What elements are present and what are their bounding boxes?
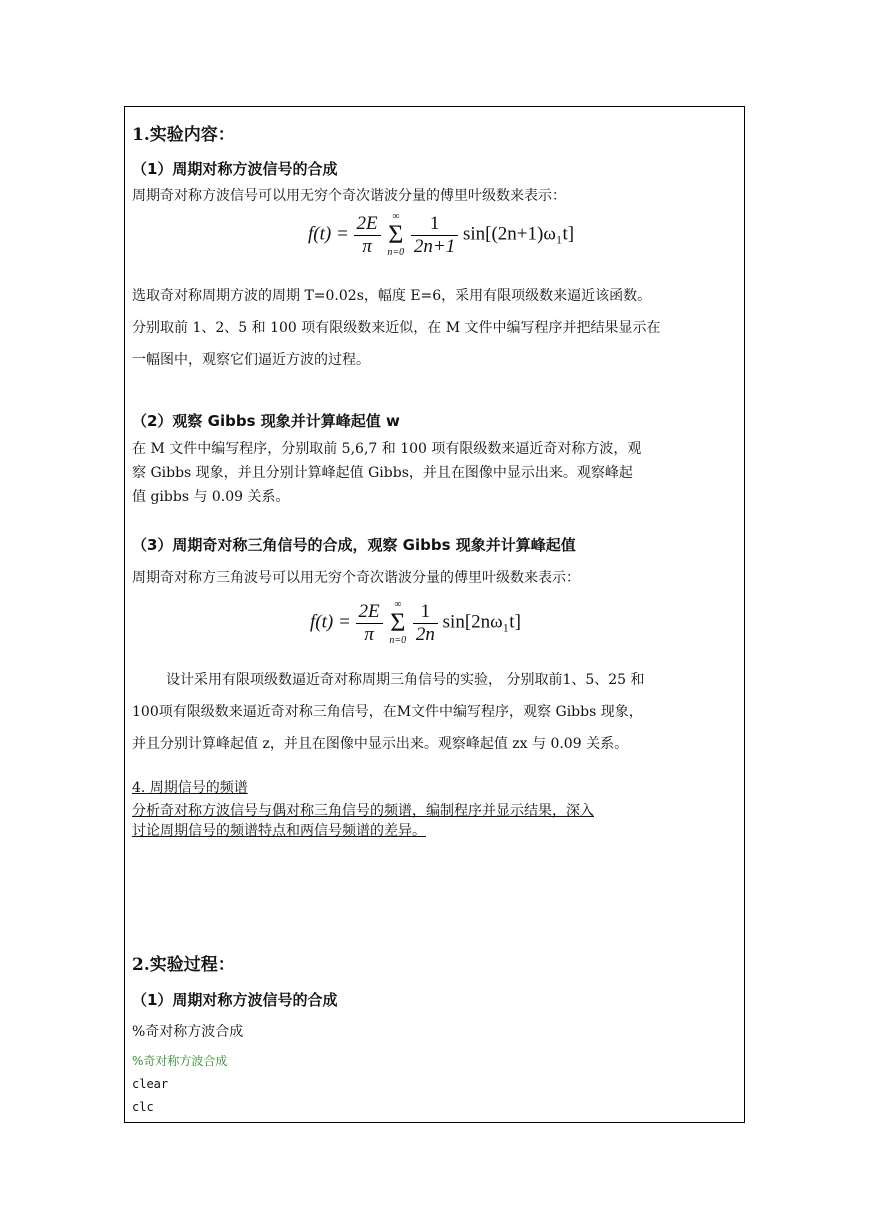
sum-lower: n=0 <box>387 247 405 258</box>
code-line: clear <box>132 1077 169 1091</box>
section-title-2: 2.实验过程： <box>132 955 235 975</box>
frac-num: 1 <box>411 213 458 236</box>
frac-den: 2n <box>415 623 435 645</box>
text-line: 讨论周期信号的频谱特点和两信号频谱的差异。 <box>132 823 426 839</box>
formula-square-wave <box>308 212 574 258</box>
para-square-wave <box>132 280 660 376</box>
intro-triangle: 周期奇对称方三角波号可以用无穷个奇次谐波分量的傅里叶级数来表示： <box>132 570 580 586</box>
coef-den: π <box>362 235 372 257</box>
sum-upper: ∞ <box>392 211 400 222</box>
sum-lower: n=0 <box>389 635 407 646</box>
formula-sum <box>389 600 406 646</box>
text-line: 在 M 文件中编写程序，分别取前 5,6,7 和 100 项有限级数来逼近奇对称方波，观 <box>132 441 642 457</box>
text-line: 值 gibbs 与 0.09 关系。 <box>132 489 290 505</box>
comment-plain: %奇对称方波合成 <box>132 1024 244 1040</box>
text-line: 一幅图中，观察它们逼近方波的过程。 <box>132 352 370 368</box>
formula-coef <box>354 213 381 258</box>
subheading-square-wave: （1）周期对称方波信号的合成 <box>132 160 338 178</box>
text-line: 分析奇对称方波信号与偶对称三角信号的频谱，编制程序并显示结果，深入 <box>132 803 594 819</box>
coef-num: 2E <box>356 601 383 624</box>
subheading-spectrum: 4. 周期信号的频谱 <box>132 780 248 796</box>
para-spectrum <box>132 801 594 841</box>
text-line: 设计采用有限项级数逼近奇对称周期三角信号的实验， 分别取前1、5、25 和 <box>166 672 645 688</box>
text-line: 100项有限级数来逼近奇对称三角信号，在M文件中编写程序，观察 Gibbs 现象， <box>132 704 643 720</box>
frac-den: 2n+1 <box>413 235 456 257</box>
formula-lhs: f(t) = <box>310 611 351 633</box>
formula-tail: sin[(2n+1)ω₁t] <box>462 223 575 245</box>
formula-frac <box>411 213 458 258</box>
coef-num: 2E <box>354 213 381 236</box>
code-block <box>132 1050 227 1119</box>
subheading-triangle: （3）周期奇对称三角信号的合成，观察 Gibbs 现象并计算峰起值 <box>132 536 576 554</box>
formula-sum <box>387 212 404 258</box>
formula-lhs: f(t) = <box>308 223 349 245</box>
formula-tail: sin[2nω₁t] <box>442 611 521 633</box>
subheading-gibbs: （2）观察 Gibbs 现象并计算峰起值 w <box>132 412 400 430</box>
section-title-1: 1.实验内容： <box>132 125 235 145</box>
text-line: 分别取前 1、2、5 和 100 项有限级数来近似，在 M 文件中编写程序并把结果显示在 <box>132 320 661 336</box>
formula-triangle <box>310 600 521 646</box>
code-comment: %奇对称方波合成 <box>132 1054 228 1068</box>
sum-sigma: Σ <box>390 608 406 637</box>
sum-upper: ∞ <box>394 599 402 610</box>
frac-num: 1 <box>413 601 438 624</box>
intro-square-wave: 周期奇对称方波信号可以用无穷个奇次谐波分量的傅里叶级数来表示： <box>132 188 566 204</box>
para-gibbs <box>132 437 641 509</box>
subheading-process-square: （1）周期对称方波信号的合成 <box>132 991 338 1009</box>
formula-coef <box>356 601 383 646</box>
code-line: clc <box>132 1100 154 1114</box>
coef-den: π <box>364 623 374 645</box>
formula-frac <box>413 601 438 646</box>
text-line: 并且分别计算峰起值 z，并且在图像中显示出来。观察峰起值 zx 与 0.09 关系。 <box>132 736 629 752</box>
sum-sigma: Σ <box>388 220 404 249</box>
para-triangle <box>132 664 645 760</box>
text-line: 察 Gibbs 现象，并且分别计算峰起值 Gibbs，并且在图像中显示出来。观察峰起 <box>132 465 633 481</box>
text-line: 选取奇对称周期方波的周期 T=0.02s，幅度 E=6，采用有限项级数来逼近该函数。 <box>132 288 652 304</box>
